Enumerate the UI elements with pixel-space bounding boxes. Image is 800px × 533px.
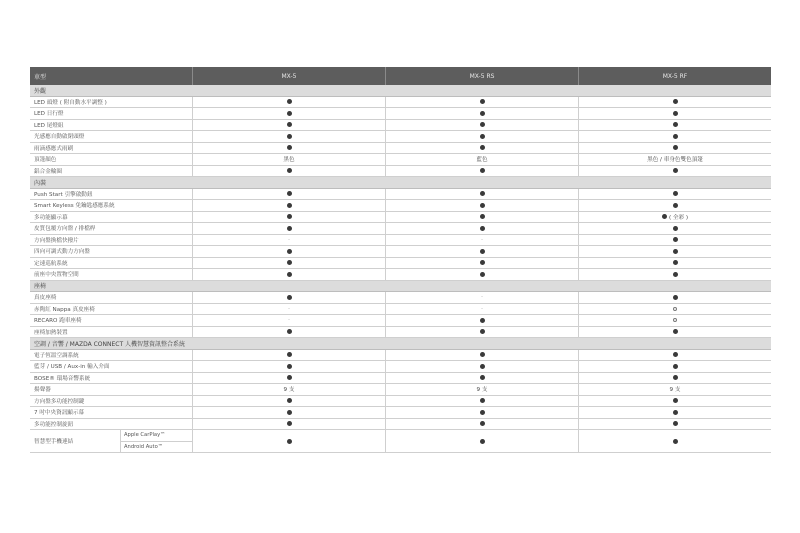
feature-cell	[385, 327, 578, 338]
feature-cell	[578, 108, 771, 119]
standard-dot-icon	[287, 439, 292, 444]
feature-cell	[192, 166, 385, 177]
standard-dot-icon	[287, 272, 292, 277]
feature-cell	[192, 223, 385, 234]
feature-cell	[578, 269, 771, 280]
standard-dot-icon	[287, 111, 292, 116]
standard-dot-icon	[287, 122, 292, 127]
android-auto-label: Android Auto™	[121, 441, 192, 453]
standard-dot-icon	[480, 191, 485, 196]
feature-cell	[578, 407, 771, 418]
spec-table	[30, 67, 771, 453]
standard-dot-icon	[480, 203, 485, 208]
feature-cell	[192, 120, 385, 131]
feature-cell	[192, 235, 385, 246]
feature-cell	[385, 131, 578, 142]
standard-dot-icon	[673, 439, 678, 444]
cell-value: 黑色 / 車身色雙色頂篷	[647, 157, 703, 164]
feature-cell	[192, 419, 385, 430]
feature-cell	[192, 327, 385, 338]
standard-dot-icon	[673, 122, 678, 127]
standard-dot-icon	[287, 364, 292, 369]
standard-dot-icon	[662, 214, 667, 219]
standard-dot-icon	[287, 249, 292, 254]
table-row	[30, 246, 771, 258]
standard-dot-icon	[480, 398, 485, 403]
feature-label: 四向可調式動力方向盤	[34, 249, 90, 256]
standard-dot-icon	[480, 226, 485, 231]
standard-dot-icon	[673, 168, 678, 173]
standard-dot-icon	[480, 375, 485, 380]
standard-dot-icon	[287, 329, 292, 334]
feature-cell	[578, 166, 771, 177]
feature-cell	[578, 143, 771, 154]
feature-cell	[578, 200, 771, 211]
standard-dot-icon	[480, 260, 485, 265]
feature-cell	[578, 246, 771, 257]
table-row	[30, 384, 771, 396]
feature-cell	[192, 143, 385, 154]
table-body	[30, 85, 771, 430]
section-title: 內裝	[30, 177, 771, 189]
standard-dot-icon	[673, 134, 678, 139]
standard-dot-icon	[480, 410, 485, 415]
feature-cell	[385, 120, 578, 131]
standard-dot-icon	[287, 168, 292, 173]
feature-cell	[578, 396, 771, 407]
feature-cell	[578, 212, 771, 223]
feature-cell	[385, 384, 578, 395]
feature-label: LED 頭燈 ( 附自動水平調整 )	[34, 99, 107, 106]
feature-label: Smart Keyless 免鑰匙感應系統	[34, 203, 115, 210]
standard-dot-icon	[673, 295, 678, 300]
feature-cell	[385, 108, 578, 119]
header-model-1: MX-5	[192, 67, 385, 85]
feature-cell	[385, 212, 578, 223]
standard-dot-icon	[480, 352, 485, 357]
not-available-dash: -	[481, 236, 483, 243]
smartphone-label: 智慧型手機連結	[34, 439, 74, 445]
feature-cell	[578, 350, 771, 361]
smartphone-row	[30, 430, 771, 453]
cell-value: 藍色	[476, 157, 488, 164]
feature-label: 赤陶紅 Nappa 真皮座椅	[34, 306, 95, 313]
feature-cell	[578, 315, 771, 326]
feature-cell	[192, 131, 385, 142]
feature-cell	[192, 350, 385, 361]
feature-cell	[192, 108, 385, 119]
standard-dot-icon	[287, 421, 292, 426]
feature-cell	[578, 384, 771, 395]
feature-label: 真皮座椅	[34, 295, 57, 302]
feature-cell	[385, 419, 578, 430]
standard-dot-icon	[480, 214, 485, 219]
feature-label: 光感應自動啟閉頭燈	[34, 134, 85, 141]
table-row	[30, 373, 771, 385]
table-row	[30, 200, 771, 212]
feature-cell	[578, 131, 771, 142]
table-row	[30, 396, 771, 408]
table-row	[30, 189, 771, 201]
standard-dot-icon	[673, 99, 678, 104]
table-row	[30, 235, 771, 247]
feature-cell	[578, 361, 771, 372]
table-row	[30, 292, 771, 304]
carplay-label: Apple CarPlay™	[124, 432, 166, 439]
table-row	[30, 154, 771, 166]
smartphone-cell	[578, 430, 771, 452]
smartphone-cell	[385, 430, 578, 452]
feature-label: Push Start 引擎啟動鈕	[34, 191, 93, 198]
feature-cell	[385, 143, 578, 154]
feature-cell	[192, 189, 385, 200]
standard-dot-icon	[673, 145, 678, 150]
standard-dot-icon	[480, 145, 485, 150]
table-row	[30, 131, 771, 143]
feature-cell	[192, 212, 385, 223]
table-row	[30, 143, 771, 155]
standard-dot-icon	[673, 237, 678, 242]
standard-dot-icon	[480, 122, 485, 127]
standard-dot-icon	[673, 352, 678, 357]
feature-label: 7 吋中央資訊顯示幕	[34, 410, 85, 417]
feature-cell	[192, 97, 385, 108]
table-row	[30, 419, 771, 431]
feature-cell	[385, 189, 578, 200]
table-row	[30, 108, 771, 120]
standard-dot-icon	[480, 249, 485, 254]
not-available-dash: -	[288, 236, 290, 243]
feature-cell	[385, 97, 578, 108]
standard-dot-icon	[480, 111, 485, 116]
feature-cell	[578, 327, 771, 338]
table-row	[30, 269, 771, 281]
header-model-3: MX-5 RF	[578, 67, 771, 85]
full-color-note: ( 全彩 )	[668, 214, 689, 221]
table-row	[30, 212, 771, 224]
feature-cell	[192, 154, 385, 165]
feature-cell	[192, 304, 385, 315]
feature-cell	[385, 373, 578, 384]
feature-label: 定速巡航系統	[34, 260, 68, 267]
feature-label: 揚聲器	[34, 387, 51, 394]
standard-dot-icon	[673, 364, 678, 369]
standard-dot-icon	[480, 99, 485, 104]
table-row	[30, 258, 771, 270]
feature-cell	[385, 304, 578, 315]
optional-circle-icon	[673, 318, 677, 322]
standard-dot-icon	[480, 364, 485, 369]
standard-dot-icon	[673, 203, 678, 208]
standard-dot-icon	[287, 134, 292, 139]
cell-value: 黑色	[283, 157, 295, 164]
feature-label: RECARO 跑車座椅	[34, 318, 82, 325]
standard-dot-icon	[287, 295, 292, 300]
feature-cell	[385, 223, 578, 234]
feature-cell	[192, 200, 385, 211]
feature-cell	[192, 292, 385, 303]
standard-dot-icon	[673, 421, 678, 426]
standard-dot-icon	[480, 329, 485, 334]
standard-dot-icon	[480, 272, 485, 277]
feature-label: 鋁合金輪圈	[34, 168, 62, 175]
table-row	[30, 223, 771, 235]
feature-label: BOSE® 環場音響系統	[34, 375, 91, 382]
feature-cell	[578, 189, 771, 200]
standard-dot-icon	[673, 410, 678, 415]
feature-label: 方向盤多功能控制鍵	[34, 398, 85, 405]
feature-cell	[578, 304, 771, 315]
standard-dot-icon	[480, 439, 485, 444]
feature-cell	[192, 396, 385, 407]
cell-value: 9 支	[669, 387, 681, 394]
standard-dot-icon	[287, 145, 292, 150]
standard-dot-icon	[673, 329, 678, 334]
feature-cell	[385, 246, 578, 257]
cell-value: 9 支	[476, 387, 488, 394]
feature-cell	[385, 200, 578, 211]
standard-dot-icon	[673, 191, 678, 196]
feature-label: 方向盤換檔快撥片	[34, 237, 79, 244]
standard-dot-icon	[287, 191, 292, 196]
table-header	[30, 67, 771, 85]
feature-label: 藍芽 / USB / Aux-in 輸入介面	[34, 364, 110, 371]
smartphone-cell	[192, 430, 385, 452]
feature-cell	[192, 373, 385, 384]
feature-cell	[578, 258, 771, 269]
feature-label: 雨滴感應式雨刷	[34, 145, 74, 152]
feature-label: 頂篷顏色	[34, 157, 57, 164]
table-row	[30, 350, 771, 362]
feature-cell	[578, 292, 771, 303]
feature-cell	[192, 269, 385, 280]
feature-cell	[385, 292, 578, 303]
table-row	[30, 120, 771, 132]
standard-dot-icon	[287, 203, 292, 208]
not-available-dash: -	[481, 294, 483, 301]
header-model-2: MX-5 RS	[385, 67, 578, 85]
table-row	[30, 327, 771, 339]
feature-cell	[385, 258, 578, 269]
table-row	[30, 304, 771, 316]
table-row	[30, 361, 771, 373]
table-row	[30, 97, 771, 109]
cell-value: 9 支	[283, 387, 295, 394]
standard-dot-icon	[287, 352, 292, 357]
standard-dot-icon	[287, 375, 292, 380]
table-row	[30, 407, 771, 419]
standard-dot-icon	[287, 398, 292, 403]
feature-cell	[192, 246, 385, 257]
standard-dot-icon	[287, 214, 292, 219]
feature-cell	[385, 235, 578, 246]
standard-dot-icon	[673, 375, 678, 380]
standard-dot-icon	[480, 421, 485, 426]
feature-cell	[578, 97, 771, 108]
feature-cell	[192, 407, 385, 418]
feature-cell	[385, 350, 578, 361]
section-title: 空調 / 音響 / MAZDA CONNECT 人機智慧資訊整合系統	[30, 338, 771, 350]
feature-cell	[578, 235, 771, 246]
standard-dot-icon	[673, 272, 678, 277]
feature-label: LED 尾燈組	[34, 122, 64, 129]
not-available-dash: -	[481, 305, 483, 312]
not-available-dash: -	[288, 305, 290, 312]
feature-cell	[578, 419, 771, 430]
standard-dot-icon	[287, 99, 292, 104]
feature-cell	[385, 269, 578, 280]
table-row	[30, 315, 771, 327]
feature-cell	[192, 258, 385, 269]
feature-cell	[385, 315, 578, 326]
header-model-label: 車型	[34, 73, 47, 81]
standard-dot-icon	[287, 260, 292, 265]
feature-cell	[578, 373, 771, 384]
section-title: 座椅	[30, 281, 771, 293]
feature-cell	[192, 315, 385, 326]
feature-label: 電子恆溫空調系統	[34, 352, 79, 359]
standard-dot-icon	[287, 226, 292, 231]
standard-dot-icon	[480, 168, 485, 173]
standard-dot-icon	[673, 226, 678, 231]
standard-dot-icon	[480, 134, 485, 139]
feature-cell	[192, 384, 385, 395]
feature-cell	[192, 361, 385, 372]
feature-cell	[385, 407, 578, 418]
feature-label: 多功能控制旋鈕	[34, 421, 74, 428]
feature-cell	[578, 223, 771, 234]
feature-cell	[385, 396, 578, 407]
feature-label: 前座中央置物空間	[34, 272, 79, 279]
feature-label: 皮質包覆方向盤 / 排檔桿	[34, 226, 96, 233]
feature-cell	[578, 154, 771, 165]
standard-dot-icon	[287, 410, 292, 415]
standard-dot-icon	[673, 249, 678, 254]
feature-cell	[385, 361, 578, 372]
standard-dot-icon	[673, 260, 678, 265]
table-row	[30, 166, 771, 178]
section-title: 外觀	[30, 85, 771, 97]
standard-dot-icon	[673, 398, 678, 403]
optional-circle-icon	[673, 307, 677, 311]
feature-cell	[385, 166, 578, 177]
feature-cell	[385, 154, 578, 165]
feature-label: 多功能顯示幕	[34, 214, 68, 221]
feature-label: LED 日行燈	[34, 111, 64, 118]
not-available-dash: -	[288, 317, 290, 324]
feature-cell	[578, 120, 771, 131]
feature-label: 座椅加熱裝置	[34, 329, 68, 336]
standard-dot-icon	[673, 111, 678, 116]
standard-dot-icon	[480, 318, 485, 323]
